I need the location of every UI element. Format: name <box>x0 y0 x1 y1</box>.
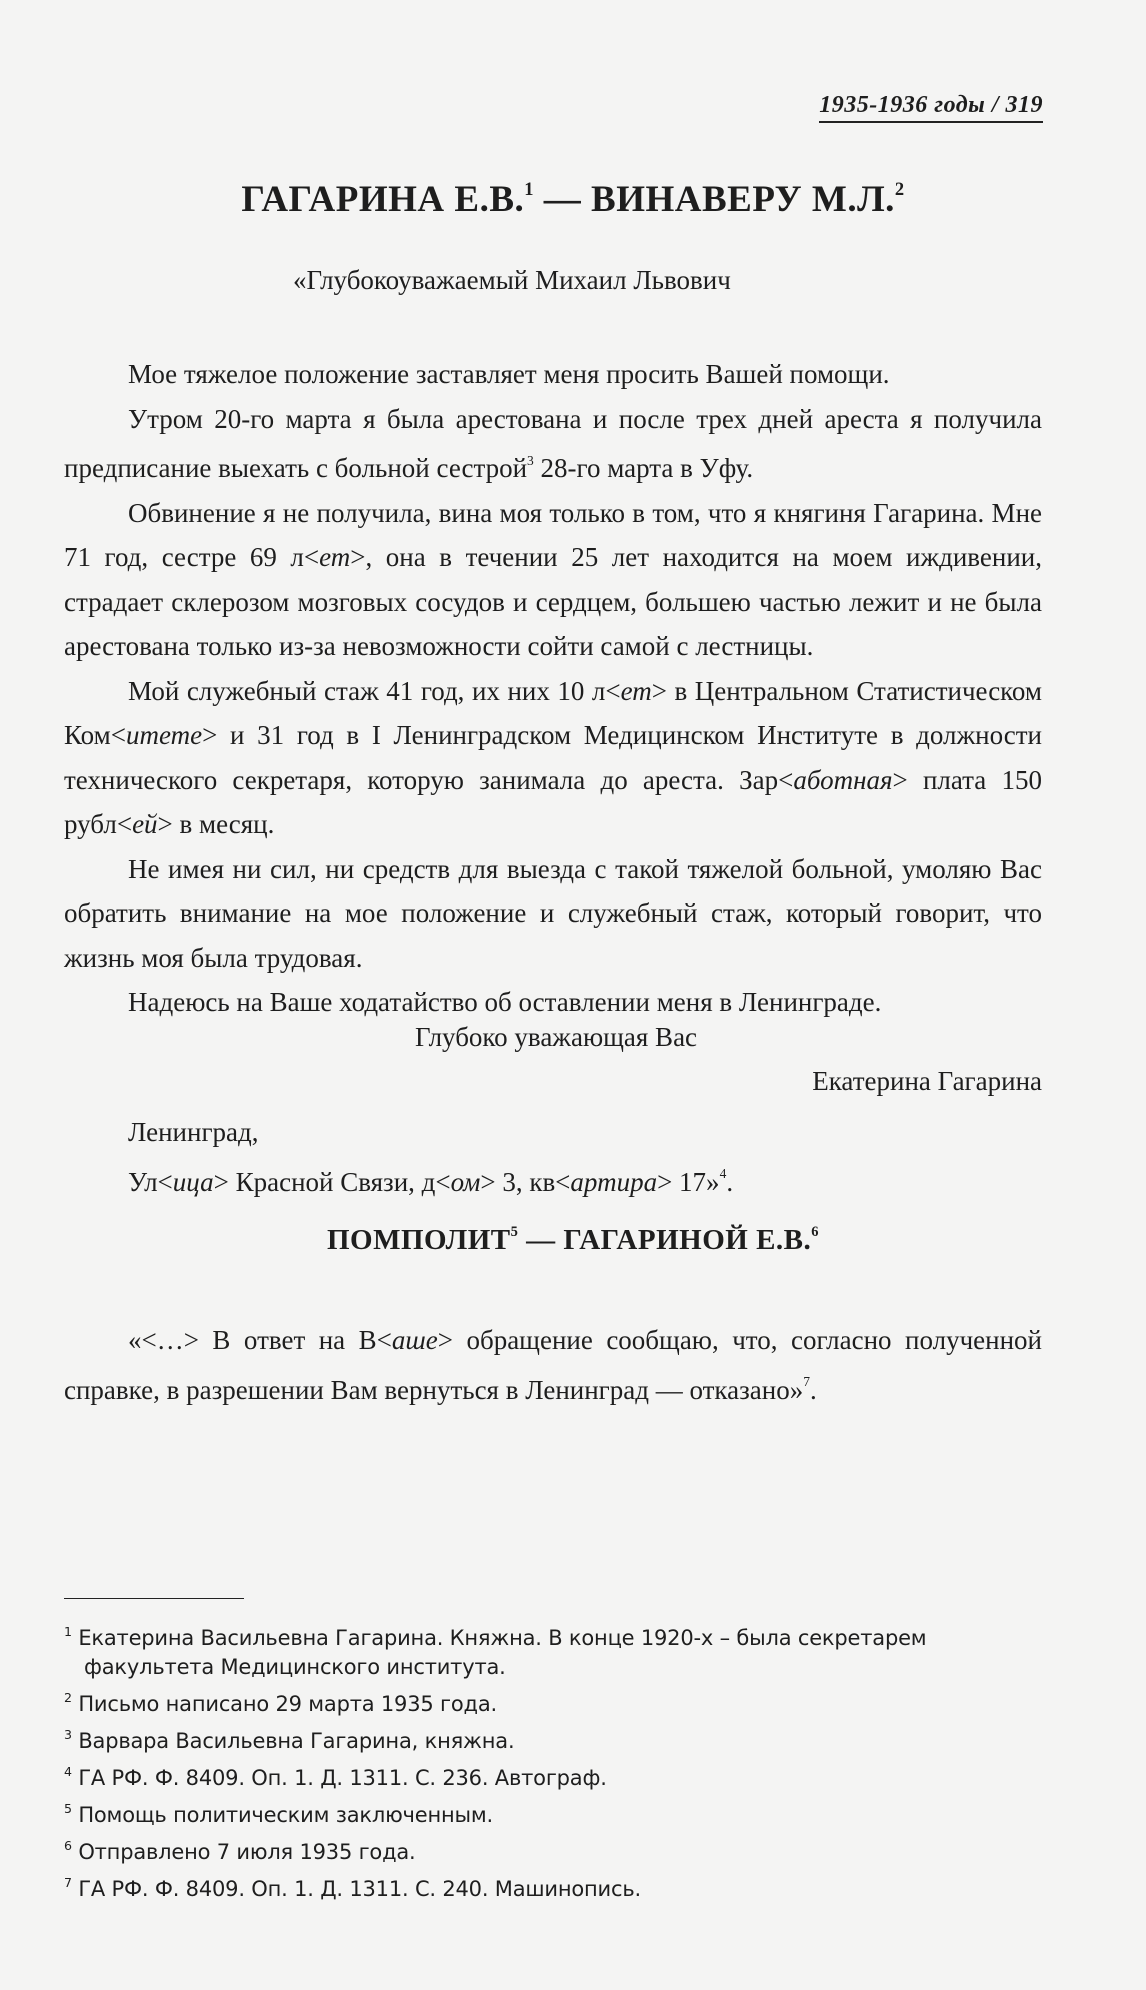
footnote-ref-5: 5 <box>510 1224 519 1241</box>
paragraph: Не имея ни сил, ни средств для выезда с такой тяжелой больной, умоляю Вас обратить внимание на мое положение и служебный стаж, который говорит, что жизнь моя была трудовая. <box>64 853 1042 973</box>
footnote-ref-3: 3 <box>527 452 534 468</box>
footnote: $^3$ Варвара Васильевна Гагарина, княжна. <box>64 1726 515 1753</box>
paragraph: Мой служебный стаж 41 год, их них 10 л<ет> в Центральном Статистическом Ком<итете> и 31 год в I Ленинградском Медицинском Институте в должности технического секретаря, которую занимала до ареста. Зар<аботная> плата 150 рубл<ей> в месяц. <box>64 675 1042 839</box>
letter1-address <box>128 1110 733 1204</box>
letter2-title: ПОМПОЛИТ$^5$ — ГАГАРИНОЙ Е.В.$^6$ <box>326 1224 820 1256</box>
footnote: $^6$ Отправлено 7 июля 1935 года. <box>64 1837 416 1864</box>
footnote: $^7$ ГА РФ. Ф. 8409. Оп. 1. Д. 1311. С. 240. Машинопись. <box>64 1874 641 1901</box>
address-city: Ленинград, <box>128 1117 259 1147</box>
paragraph: Обвинение я не получила, вина моя только в том, что я княгиня Гагарина. Мне 71 год, сестре 69 л<ет>, она в течении 25 лет находится на моем иждивении, страдает склерозом мозговых сосудов и сердцем, большею частью лежит и не была арестована только из-за невозможности сойти самой с лестницы. <box>64 497 1042 661</box>
footnote-ref-7: 7 <box>803 1374 810 1390</box>
footnote-divider <box>64 1598 244 1599</box>
address-street: Ул<ица> Красной Связи, д<ом> 3, кв<артира> 17»$^4$. <box>128 1166 734 1197</box>
footnote-ref-2: 2 <box>894 179 905 200</box>
paragraph: Мое тяжелое положение заставляет меня просить Вашей помощи. <box>128 359 890 389</box>
paragraph: Надеюсь на Ваше ходатайство об оставлении меня в Ленинграде. <box>128 987 882 1017</box>
footnote-ref-4: 4 <box>719 1166 727 1182</box>
footnote-ref-6: 6 <box>811 1224 820 1241</box>
letter1-greeting: «Глубокоуважаемый Михаил Львович <box>293 265 731 295</box>
letter2-body <box>64 1318 1042 1412</box>
paragraph: «<…> В ответ на В<аше> обращение сообщаю, что, согласно полученной справке, в разрешении Вам вернуться в Ленинград — отказано»$^7$. <box>64 1325 1042 1405</box>
letter1-title: ГАГАРИНА Е.В.$^1$ — ВИНАВЕРУ М.Л.$^2$ <box>241 179 905 220</box>
footnote: $^2$ Письмо написано 29 марта 1935 года. <box>64 1689 497 1716</box>
footnote: $^1$ Екатерина Васильевна Гагарина. Княжна. В конце 1920-х – была секретарем факультета Медицинского института. <box>64 1623 927 1679</box>
footnotes <box>64 1618 1042 1906</box>
paragraph: Утром 20-го марта я была арестована и после трех дней ареста я получила предписание выехать с больной сестрой$^3$ 28-го марта в Уфу. <box>64 403 1042 483</box>
running-head: 1935-1936 годы / 319 <box>819 92 1043 123</box>
footnote: $^5$ Помощь политическим заключенным. <box>64 1800 494 1827</box>
footnote-ref-1: 1 <box>524 179 535 200</box>
letter1-body <box>64 352 1042 1025</box>
footnote: $^4$ ГА РФ. Ф. 8409. Оп. 1. Д. 1311. С. 236. Автограф. <box>64 1763 607 1790</box>
letter1-signature: Екатерина Гагарина <box>812 1066 1042 1096</box>
letter1-closing: Глубоко уважающая Вас <box>415 1022 698 1052</box>
